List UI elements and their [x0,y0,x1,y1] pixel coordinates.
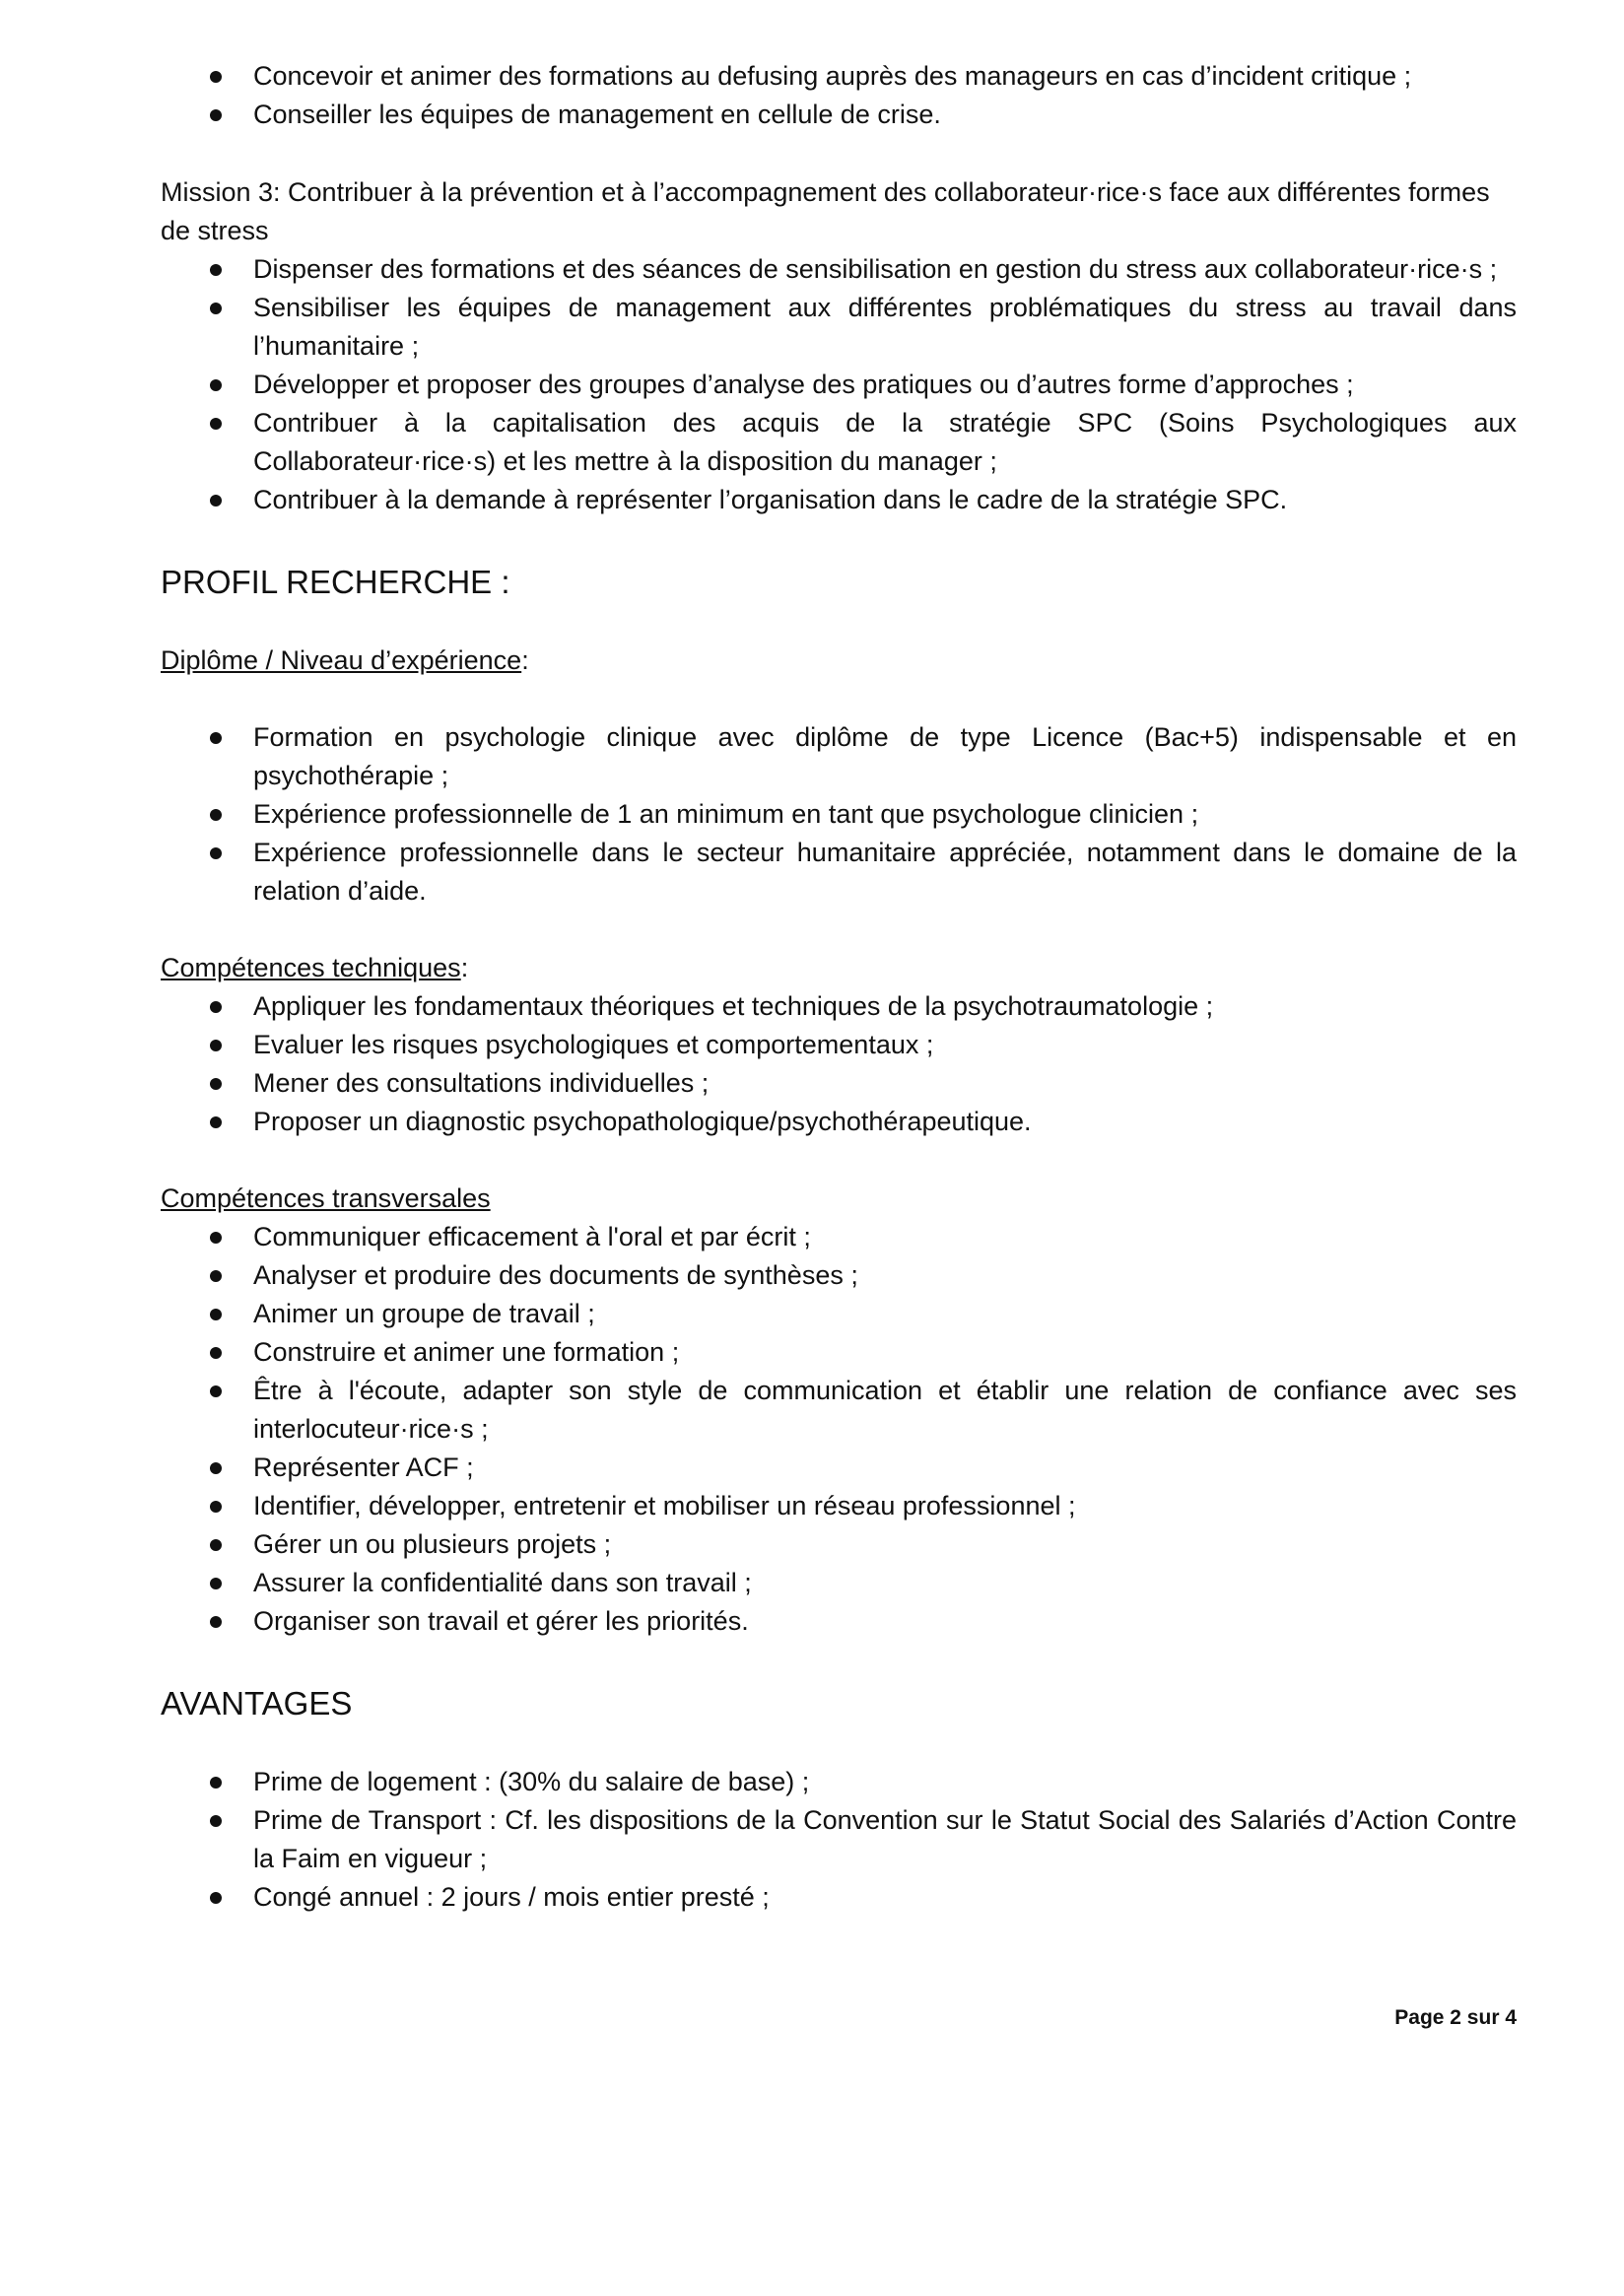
profil-section-title: PROFIL RECHERCHE : [161,564,510,600]
bullet-icon [210,1116,222,1128]
diplome-bullet-list [161,718,1517,911]
bullet-icon [210,109,222,121]
list-item: Animer un groupe de travail ; [161,1295,1517,1333]
list-item: Concevoir et animer des formations au defusing auprès des manageurs en cas d’incident critique ; [161,57,1517,96]
bullet-icon [210,847,222,859]
bullet-icon [210,418,222,430]
list-item: Assurer la confidentialité dans son travail ; [161,1564,1517,1602]
bullet-icon [210,1815,222,1827]
bullet-icon [210,1578,222,1589]
bullet-icon [210,1385,222,1397]
bullet-icon [210,1001,222,1013]
page-number: Page 2 sur 4 [1394,2006,1517,2029]
list-item: Organiser son travail et gérer les priorités. [161,1602,1517,1641]
list-item: Prime de logement : (30% du salaire de base) ; [161,1763,1517,1801]
list-item: Proposer un diagnostic psychopathologique/psychothérapeutique. [161,1103,1517,1141]
list-item: Expérience professionnelle dans le secteur humanitaire appréciée, notamment dans le domaine de la relation d’aide. [161,834,1517,911]
avantages-bullet-list [161,1763,1517,1917]
list-item: Formation en psychologie clinique avec diplôme de type Licence (Bac+5) indispensable et en psychothérapie ; [161,718,1517,795]
list-item: Représenter ACF ; [161,1449,1517,1487]
bullet-icon [210,809,222,821]
bullet-icon [210,1892,222,1904]
bullet-icon [210,1347,222,1359]
bullet-icon [210,71,222,83]
list-item: Contribuer à la capitalisation des acquis de la stratégie SPC (Soins Psychologiques aux Collaborateur·rice·s) et les mettre à la disposition du manager ; [161,404,1517,481]
list-item: Mener des consultations individuelles ; [161,1064,1517,1103]
bullet-icon [210,1777,222,1789]
bullet-icon [210,379,222,391]
bullet-icon [210,495,222,506]
bullet-icon [210,303,222,314]
list-item: Congé annuel : 2 jours / mois entier presté ; [161,1878,1517,1917]
competences-transversales-subheading: Compétences transversales [161,1183,491,1213]
avantages-section-title: AVANTAGES [161,1685,353,1722]
intro-bullet-list [161,57,1517,134]
list-item: Identifier, développer, entretenir et mobiliser un réseau professionnel ; [161,1487,1517,1525]
mission-3-bullet-list [161,250,1517,519]
mission-3-heading: Mission 3: Contribuer à la prévention et à l’accompagnement des collaborateur·rice·s face aux différentes formes de stress [161,177,1490,245]
bullet-icon [210,1462,222,1474]
bullet-icon [210,1501,222,1513]
bullet-icon [210,1040,222,1051]
diplome-subheading: Diplôme / Niveau d’expérience: [161,645,529,675]
bullet-icon [210,732,222,744]
list-item: Appliquer les fondamentaux théoriques et techniques de la psychotraumatologie ; [161,987,1517,1026]
competences-transversales-bullet-list [161,1218,1517,1641]
bullet-icon [210,1616,222,1628]
bullet-icon [210,1539,222,1551]
list-item: Contribuer à la demande à représenter l’organisation dans le cadre de la stratégie SPC. [161,481,1517,519]
list-item: Sensibiliser les équipes de management aux différentes problématiques du stress au travail dans l’humanitaire ; [161,289,1517,366]
list-item: Être à l'écoute, adapter son style de communication et établir une relation de confiance avec ses interlocuteur·rice·s ; [161,1372,1517,1449]
bullet-icon [210,1309,222,1320]
list-item: Expérience professionnelle de 1 an minimum en tant que psychologue clinicien ; [161,795,1517,834]
competences-techniques-bullet-list [161,987,1517,1141]
list-item: Prime de Transport : Cf. les dispositions de la Convention sur le Statut Social des Salariés d’Action Contre la Faim en vigueur ; [161,1801,1517,1878]
bullet-icon [210,1232,222,1244]
list-item: Développer et proposer des groupes d’analyse des pratiques ou d’autres forme d’approches ; [161,366,1517,404]
list-item: Communiquer efficacement à l'oral et par écrit ; [161,1218,1517,1256]
list-item: Evaluer les risques psychologiques et comportementaux ; [161,1026,1517,1064]
bullet-icon [210,1270,222,1282]
list-item: Analyser et produire des documents de synthèses ; [161,1256,1517,1295]
list-item: Conseiller les équipes de management en cellule de crise. [161,96,1517,134]
bullet-icon [210,264,222,276]
list-item: Dispenser des formations et des séances de sensibilisation en gestion du stress aux collaborateur·rice·s ; [161,250,1517,289]
list-item: Construire et animer une formation ; [161,1333,1517,1372]
competences-techniques-subheading: Compétences techniques: [161,953,469,982]
bullet-icon [210,1078,222,1090]
list-item: Gérer un ou plusieurs projets ; [161,1525,1517,1564]
document-page [161,57,1517,1917]
